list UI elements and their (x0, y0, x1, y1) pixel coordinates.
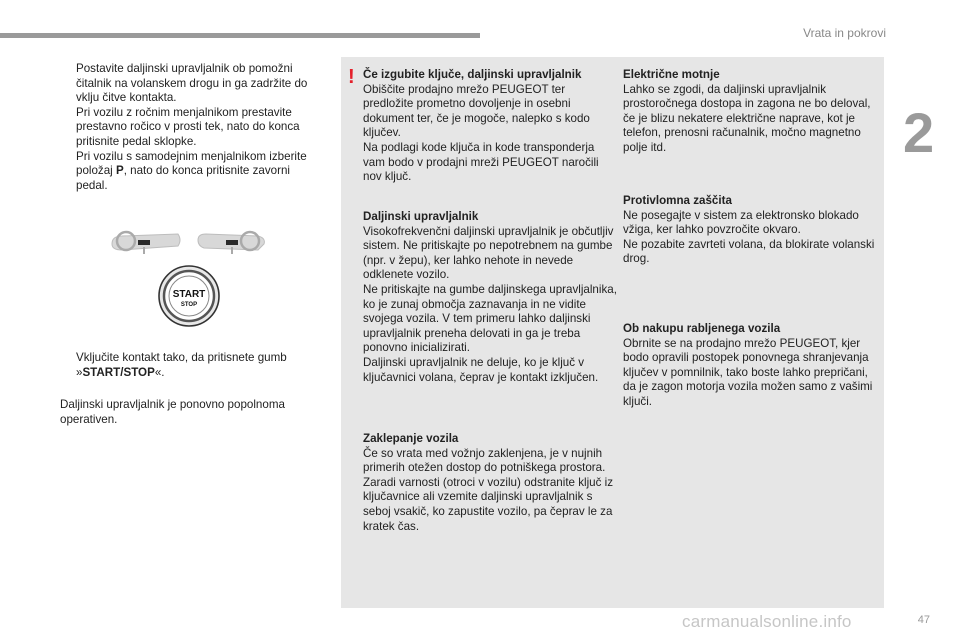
note-text: Obrnite se na prodajno mrežo PEUGEOT, kjer bodo opravili postopek ponovnega shranjevanja ključev v pomnilnik, tako boste lahko prepričani, da je zagon motorja vozila možen samo z vašimi ključi. (623, 336, 873, 408)
section-title: Vrata in pokrovi (803, 26, 886, 40)
note-text: Lahko se zgodi, da daljinski upravljalnik prostoročnega dostopa in zagona ne bo deloval, če je blizu nekatere električne naprave, kot je telefon, prenosni računalnik, močno magnetno polje itd. (623, 82, 871, 154)
left-column (60, 62, 322, 193)
locking-note (363, 432, 618, 534)
electric-interference-note (623, 68, 878, 156)
bullet-text: Pri vozilu z ročnim menjalnikom prestavite prestavno ročico v prosti tek, nato do konca pritisnite pedal sklopke. (76, 105, 300, 148)
start-stop-illustration (108, 226, 270, 328)
bullet-text: Postavite daljinski upravljalnik ob pomožni čitalnik na volanskem drogu in ga zadržite do vklju čitve kontakta. (76, 62, 308, 105)
watermark: carmanualsonline.info (682, 612, 852, 631)
used-vehicle-note (623, 322, 878, 410)
note-text: Obiščite prodajno mrežo PEUGEOT ter predložite prometno dovoljenje in osebni dokument ter, če je mogoče, nalepko s kodo ključev. Na podlagi kode ključa in kode transponderja vam bodo v prodajni mreži PEUGEOT naročili nov ključ. (363, 82, 599, 184)
steering-column-left-icon (112, 232, 180, 254)
gear-position: P (115, 164, 124, 178)
lost-keys-note (363, 68, 618, 185)
note-heading: Električne motnje (623, 68, 720, 81)
bullet-item (60, 62, 322, 106)
note-text: Ne posegajte v sistem za elektronsko blokado vžiga, ker lahko povzročite okvaro. Ne pozabite zavrteti volana, da blokirate volanski drog. (623, 208, 875, 266)
start-stop-keyword: START/STOP (82, 365, 155, 379)
remote-note (363, 210, 618, 385)
start-stop-button-icon (159, 266, 219, 326)
bullet-text: Pri vozilu s samodejnim menjalnikom izberite položaj (76, 149, 307, 178)
page-number: 47 (917, 614, 930, 626)
start-label: START (172, 289, 206, 300)
left-column-lower (60, 351, 322, 427)
bullet-text-end: , nato do konca pritisnite zavorni pedal. (76, 164, 290, 192)
bullet-text-end: «. (154, 365, 165, 379)
header-rule (0, 33, 480, 38)
note-text: Če so vrata med vožnjo zaklenjena, je v nujnih primerih otežen dostop do potniškega prostora. Zaradi varnosti (otroci v vozilu) odstranite ključ iz ključavnice ali vzemite daljinski upravljalnik s seboj vsakič, ko zapustite vozilo, pa čeprav le za kratek čas. (363, 446, 613, 533)
warning-icon: ! (348, 66, 355, 88)
note-heading: Protivlomna zaščita (623, 194, 732, 207)
bullet-item (60, 150, 322, 194)
bullet-item (60, 351, 322, 380)
bullet-item (60, 106, 322, 150)
paragraph: Daljinski upravljalnik je ponovno popolnoma operativen. (60, 398, 285, 426)
anti-theft-note (623, 194, 878, 267)
note-heading: Zaklepanje vozila (363, 432, 459, 445)
bullet-text: Vključite kontakt tako, da pritisnete gumb » (76, 351, 287, 379)
steering-column-right-icon (198, 232, 264, 254)
note-heading: Ob nakupu rabljenega vozila (623, 322, 781, 335)
stop-label: STOP (180, 302, 198, 308)
note-heading: Če izgubite ključe, daljinski upravljalnik (363, 68, 582, 81)
note-heading: Daljinski upravljalnik (363, 210, 479, 223)
chapter-number: 2 (903, 101, 935, 164)
note-text: Visokofrekvenčni daljinski upravljalnik je občutljiv sistem. Ne pritiskajte po nepotrebnem na gumbe (npr. v žepu), ker lahko nehote in nevede odklenete vozilo. Ne pritiskajte na gumbe daljinskega upravljalnika, ko je zunaj območja zaznavanja in ne vidite svojega vozila. V tem primeru lahko daljinski upravljalnik preneha delovati in ga je treba ponovno inicializirati. Daljinski upravljalnik ne deluje, ko je ključ v ključavnici volana, čeprav je kontakt izključen. (363, 224, 617, 384)
